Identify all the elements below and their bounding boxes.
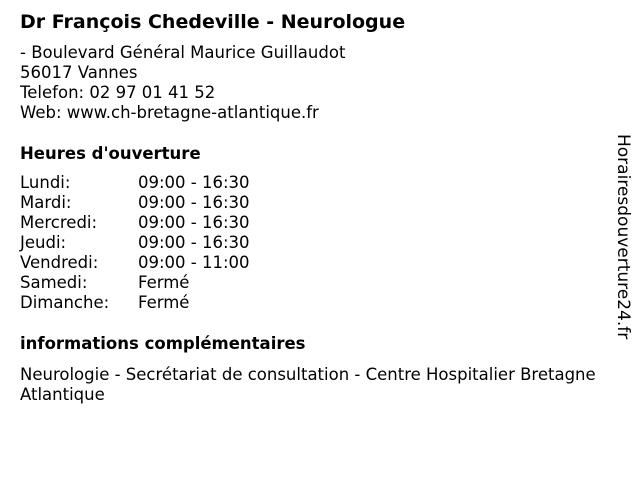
day-label: Samedi:: [20, 273, 88, 292]
hours-row-thursday: [20, 233, 420, 253]
day-label: Dimanche:: [20, 293, 110, 312]
page-title: Dr François Chedeville - Neurologue: [20, 11, 406, 33]
hours-row-wednesday: [20, 213, 420, 233]
day-hours: Fermé: [138, 293, 190, 312]
day-label: Jeudi:: [20, 233, 67, 252]
phone-number: Telefon: 02 97 01 41 52: [20, 83, 216, 102]
additional-info-heading: informations complémentaires: [20, 334, 306, 353]
day-hours: 09:00 - 11:00: [138, 253, 250, 272]
additional-info-text: Neurologie - Secrétariat de consultation - Centre Hospitalier Bretagne Atlantique: [20, 365, 596, 404]
hours-row-monday: [20, 173, 420, 193]
address-street: - Boulevard Général Maurice Guillaudot: [20, 43, 346, 62]
day-hours: 09:00 - 16:30: [138, 193, 250, 212]
hours-row-sunday: [20, 293, 420, 313]
website: Web: www.ch-bretagne-atlantique.fr: [20, 103, 319, 122]
address-city: 56017 Vannes: [20, 63, 138, 82]
site-watermark: Horairesdouverture24.fr: [613, 134, 633, 340]
hours-row-friday: [20, 253, 420, 273]
hours-row-tuesday: [20, 193, 420, 213]
day-hours: Fermé: [138, 273, 190, 292]
hours-row-saturday: [20, 273, 420, 293]
day-label: Vendredi:: [20, 253, 99, 272]
day-hours: 09:00 - 16:30: [138, 173, 250, 192]
day-label: Mardi:: [20, 193, 72, 212]
day-label: Lundi:: [20, 173, 71, 192]
day-hours: 09:00 - 16:30: [138, 233, 250, 252]
day-label: Mercredi:: [20, 213, 98, 232]
day-hours: 09:00 - 16:30: [138, 213, 250, 232]
opening-hours-heading: Heures d'ouverture: [20, 144, 201, 163]
